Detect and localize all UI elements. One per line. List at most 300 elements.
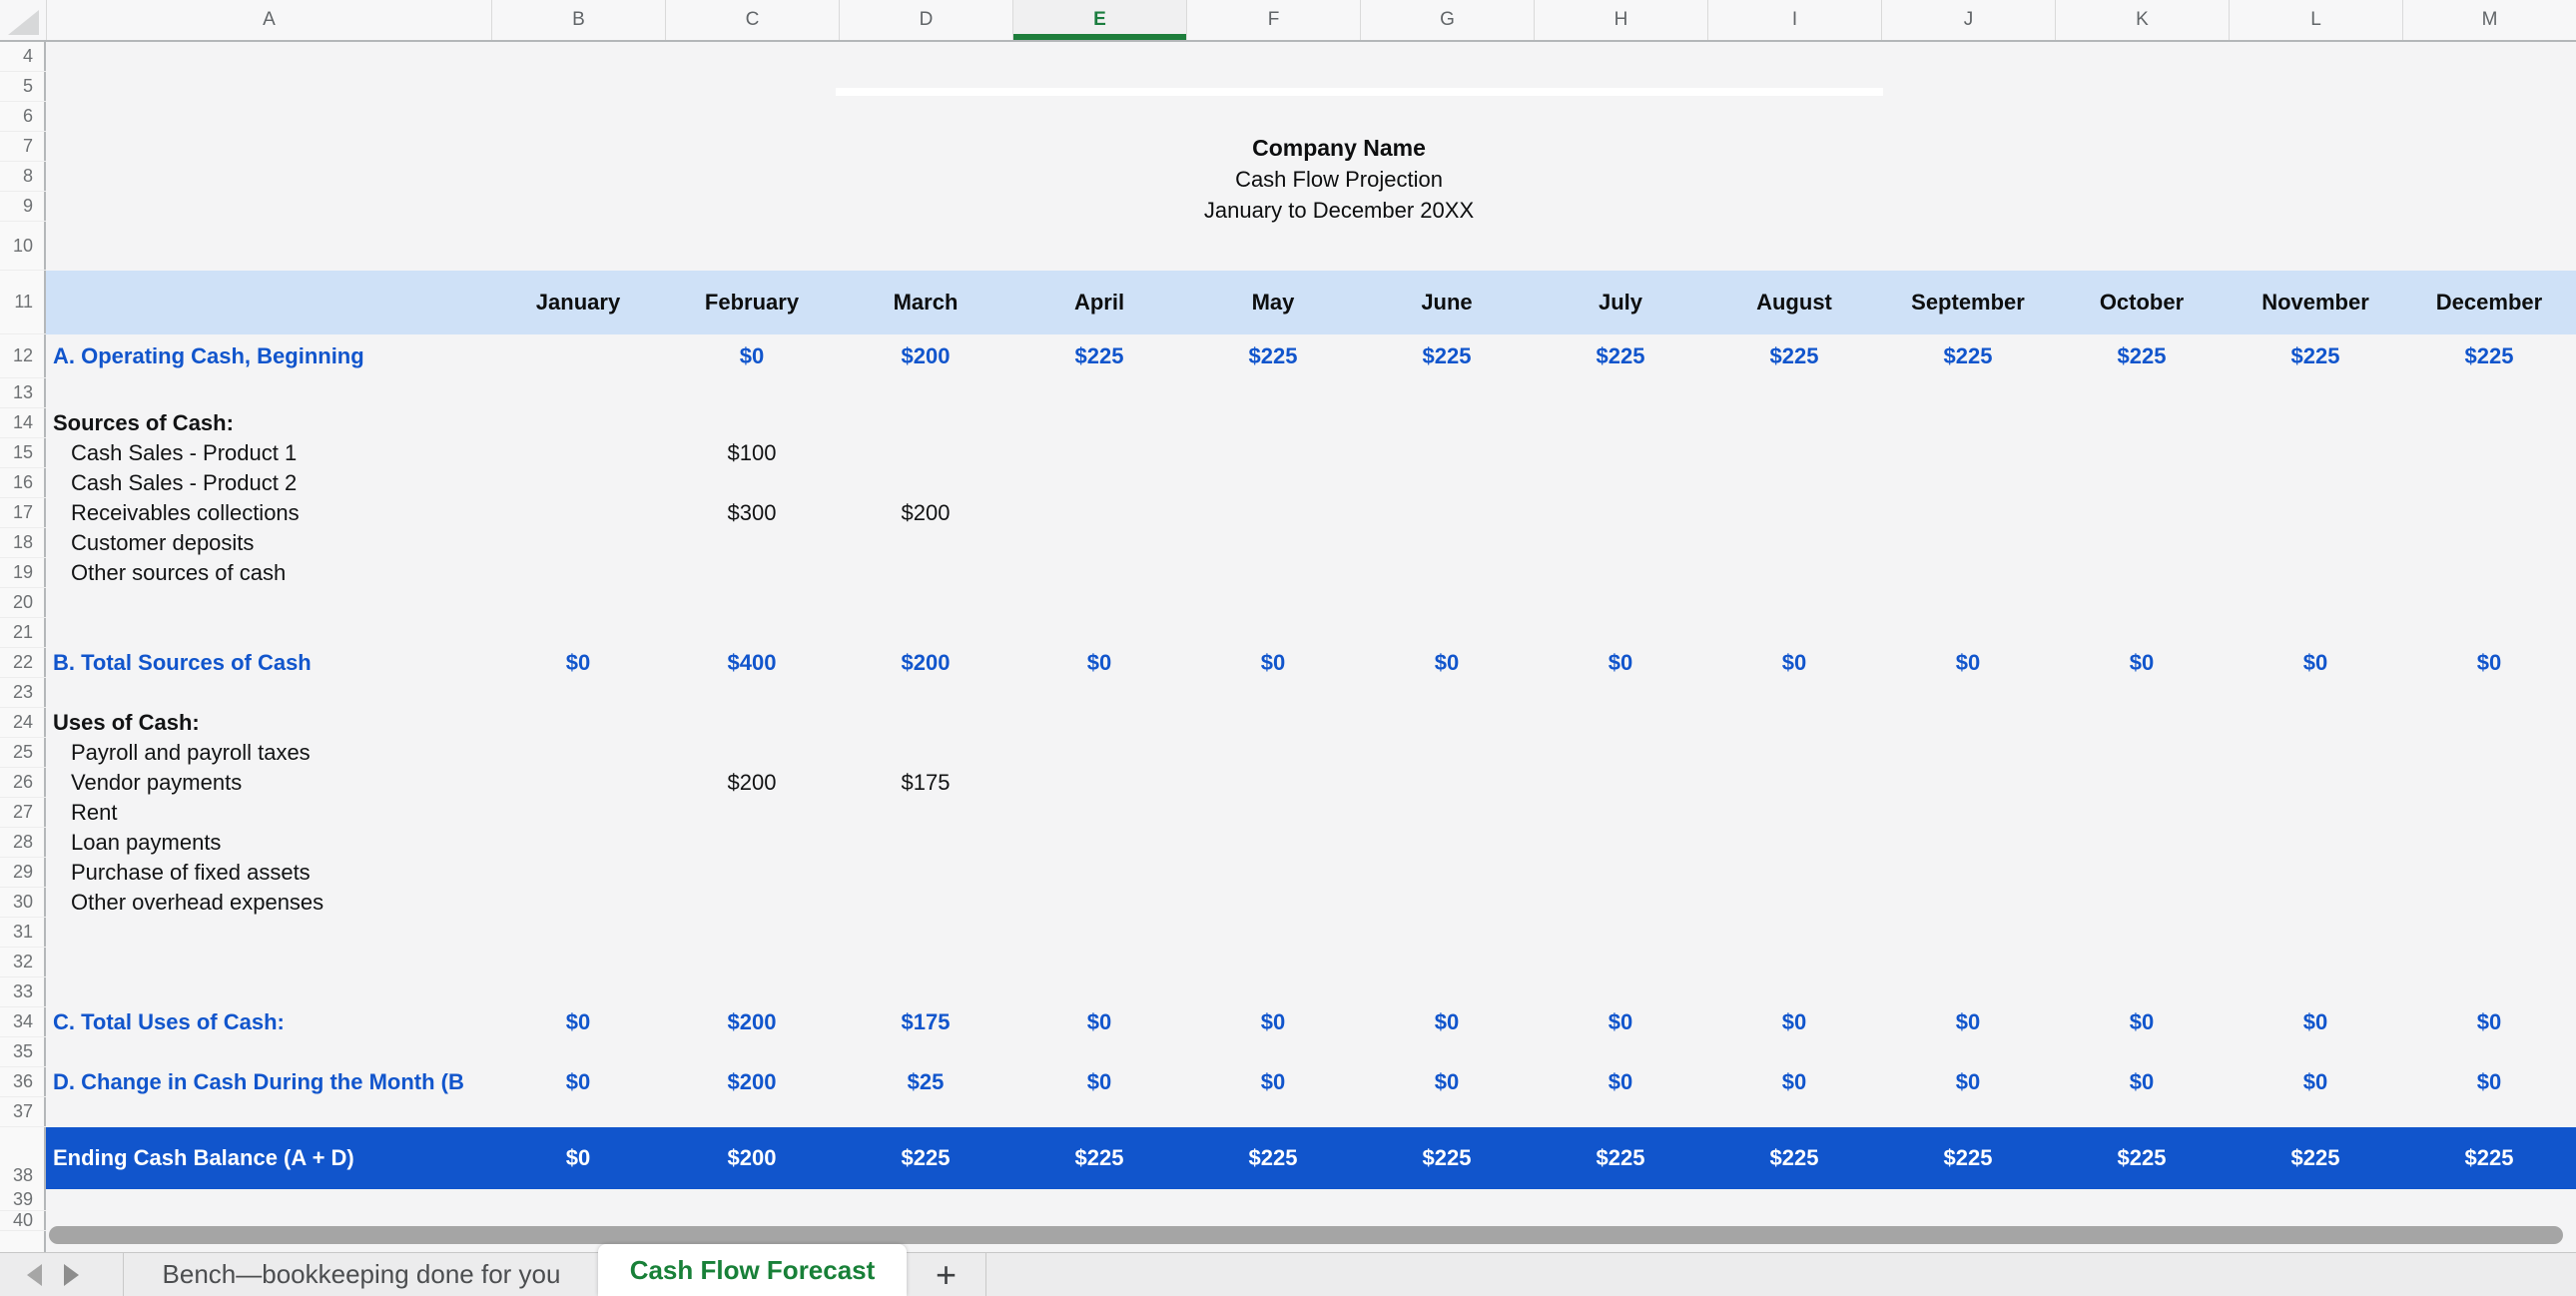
column-header-E[interactable]: E — [1012, 0, 1186, 40]
cell-K20[interactable] — [2055, 588, 2229, 618]
cell-I34[interactable]: $0 — [1781, 1009, 1807, 1034]
row-number-33[interactable]: 33 — [0, 977, 46, 1007]
cell-J38[interactable]: $225 — [1943, 1145, 1993, 1170]
cell-C17[interactable]: $300 — [727, 500, 777, 525]
cell-F37[interactable] — [1186, 1097, 1360, 1127]
cell-A19[interactable]: Other sources of cash — [71, 560, 287, 585]
cell-B17[interactable] — [491, 498, 665, 528]
column-header-K[interactable]: K — [2055, 0, 2229, 40]
cell-C11[interactable]: February — [704, 290, 800, 315]
column-header-J[interactable]: J — [1881, 0, 2055, 40]
cell-K11[interactable]: October — [2099, 290, 2185, 315]
cell-A30[interactable]: Other overhead expenses — [71, 890, 324, 915]
cell-D24[interactable] — [839, 708, 1012, 738]
cell-F33[interactable] — [1186, 977, 1360, 1007]
cell-F15[interactable] — [1186, 438, 1360, 468]
cell-B28[interactable] — [491, 828, 665, 858]
cell-C24[interactable] — [665, 708, 839, 738]
cell-F12[interactable]: $225 — [1248, 343, 1298, 368]
cell-M34[interactable]: $0 — [2476, 1009, 2502, 1034]
cell-H19[interactable] — [1534, 558, 1707, 588]
cell-D5[interactable] — [839, 72, 1012, 102]
row-number-18[interactable]: 18 — [0, 528, 46, 558]
row-number-36[interactable]: 36 — [0, 1067, 46, 1097]
cell-H9[interactable] — [1534, 192, 1707, 222]
row-number-26[interactable]: 26 — [0, 768, 46, 798]
cell-K30[interactable] — [2055, 888, 2229, 918]
cell-K9[interactable] — [2055, 192, 2229, 222]
cell-D12[interactable]: $200 — [901, 343, 951, 368]
cell-K36[interactable]: $0 — [2129, 1069, 2155, 1094]
cell-G28[interactable] — [1360, 828, 1534, 858]
cell-M30[interactable] — [2402, 888, 2576, 918]
row-number-32[interactable]: 32 — [0, 948, 46, 977]
cell-L30[interactable] — [2229, 888, 2402, 918]
cell-J36[interactable]: $0 — [1955, 1069, 1981, 1094]
cell-I19[interactable] — [1707, 558, 1881, 588]
cell-B26[interactable] — [491, 768, 665, 798]
cell-F8[interactable] — [1186, 162, 1360, 192]
cell-E29[interactable] — [1012, 858, 1186, 888]
cell-K25[interactable] — [2055, 738, 2229, 768]
cell-L12[interactable]: $225 — [2290, 343, 2340, 368]
row-number-38[interactable]: 38 — [12, 1165, 33, 1185]
cell-C13[interactable] — [665, 378, 839, 408]
cell-C37[interactable] — [665, 1097, 839, 1127]
cell-C26[interactable]: $200 — [727, 770, 777, 795]
cell-E20[interactable] — [1012, 588, 1186, 618]
row-number-4[interactable]: 4 — [0, 42, 46, 72]
cell-D17[interactable]: $200 — [901, 500, 951, 525]
cell-K26[interactable] — [2055, 768, 2229, 798]
cell-J15[interactable] — [1881, 438, 2055, 468]
cell-A23[interactable] — [46, 678, 491, 708]
cell-A24[interactable]: Uses of Cash: — [53, 710, 200, 735]
cell-M11[interactable]: December — [2435, 290, 2543, 315]
cell-C7[interactable] — [665, 132, 839, 162]
cell-B22[interactable]: $0 — [565, 650, 591, 675]
cell-H24[interactable] — [1534, 708, 1707, 738]
cell-B13[interactable] — [491, 378, 665, 408]
column-header-G[interactable]: G — [1360, 0, 1534, 40]
cell-L6[interactable] — [2229, 102, 2402, 132]
cell-F25[interactable] — [1186, 738, 1360, 768]
cell-M39[interactable] — [2402, 1189, 2576, 1211]
cell-F17[interactable] — [1186, 498, 1360, 528]
cell-G18[interactable] — [1360, 528, 1534, 558]
cell-L35[interactable] — [2229, 1037, 2402, 1067]
cell-A12[interactable]: A. Operating Cash, Beginning — [53, 343, 364, 368]
cell-D30[interactable] — [839, 888, 1012, 918]
cell-M33[interactable] — [2402, 977, 2576, 1007]
cell-C30[interactable] — [665, 888, 839, 918]
cell-A36[interactable]: D. Change in Cash During the Month (B — [53, 1069, 464, 1094]
cell-A34[interactable]: C. Total Uses of Cash: — [53, 1009, 285, 1034]
row-number-23[interactable]: 23 — [0, 678, 46, 708]
cell-I8[interactable] — [1707, 162, 1881, 192]
cell-F28[interactable] — [1186, 828, 1360, 858]
cell-E16[interactable] — [1012, 468, 1186, 498]
cell-D9[interactable] — [839, 192, 1012, 222]
column-header-H[interactable]: H — [1534, 0, 1707, 40]
cell-B16[interactable] — [491, 468, 665, 498]
cell-F11[interactable]: May — [1251, 290, 1295, 315]
cell-H16[interactable] — [1534, 468, 1707, 498]
row-number-11[interactable]: 11 — [0, 271, 46, 334]
cell-F38[interactable]: $225 — [1248, 1145, 1298, 1170]
cell-D32[interactable] — [839, 948, 1012, 977]
cell-H28[interactable] — [1534, 828, 1707, 858]
cell-A4[interactable] — [46, 42, 491, 72]
cell-M38[interactable]: $225 — [2464, 1145, 2514, 1170]
cell-L17[interactable] — [2229, 498, 2402, 528]
cell-A33[interactable] — [46, 977, 491, 1007]
row-number-14[interactable]: 14 — [0, 408, 46, 438]
cell-B29[interactable] — [491, 858, 665, 888]
cell-C38[interactable]: $200 — [727, 1145, 777, 1170]
cell-A37[interactable] — [46, 1097, 491, 1127]
cell-E39[interactable] — [1012, 1189, 1186, 1211]
cell-A9[interactable] — [46, 192, 491, 222]
cell-L20[interactable] — [2229, 588, 2402, 618]
cell-M7[interactable] — [2402, 132, 2576, 162]
cell-M29[interactable] — [2402, 858, 2576, 888]
cell-H32[interactable] — [1534, 948, 1707, 977]
cell-C19[interactable] — [665, 558, 839, 588]
cell-L8[interactable] — [2229, 162, 2402, 192]
cell-M21[interactable] — [2402, 618, 2576, 648]
tab-bench-bookkeeping[interactable] — [125, 1253, 598, 1296]
cell-H33[interactable] — [1534, 977, 1707, 1007]
cell-G6[interactable] — [1360, 102, 1534, 132]
scroll-tabs-left-icon[interactable] — [27, 1264, 42, 1286]
cell-J9[interactable] — [1881, 192, 2055, 222]
cell-E37[interactable] — [1012, 1097, 1186, 1127]
cell-M27[interactable] — [2402, 798, 2576, 828]
cell-D13[interactable] — [839, 378, 1012, 408]
cell-C27[interactable] — [665, 798, 839, 828]
cell-C14[interactable] — [665, 408, 839, 438]
cell-A22[interactable]: B. Total Sources of Cash — [53, 650, 312, 675]
cell-K21[interactable] — [2055, 618, 2229, 648]
cell-D25[interactable] — [839, 738, 1012, 768]
cell-B34[interactable]: $0 — [565, 1009, 591, 1034]
cell-J39[interactable] — [1881, 1189, 2055, 1211]
cell-K31[interactable] — [2055, 918, 2229, 948]
cell-H6[interactable] — [1534, 102, 1707, 132]
cell-B12[interactable] — [491, 334, 665, 378]
cell-B39[interactable] — [491, 1189, 665, 1211]
cell-K37[interactable] — [2055, 1097, 2229, 1127]
cell-C32[interactable] — [665, 948, 839, 977]
cell-L26[interactable] — [2229, 768, 2402, 798]
cell-M26[interactable] — [2402, 768, 2576, 798]
cell-J14[interactable] — [1881, 408, 2055, 438]
cell-G5[interactable] — [1360, 72, 1534, 102]
cell-H7[interactable] — [1534, 132, 1707, 162]
cell-F36[interactable]: $0 — [1260, 1069, 1286, 1094]
cell-K22[interactable]: $0 — [2129, 650, 2155, 675]
cell-L33[interactable] — [2229, 977, 2402, 1007]
cell-D39[interactable] — [839, 1189, 1012, 1211]
cell-E38[interactable]: $225 — [1074, 1145, 1124, 1170]
cell-K34[interactable]: $0 — [2129, 1009, 2155, 1034]
row-number-16[interactable]: 16 — [0, 468, 46, 498]
cell-J30[interactable] — [1881, 888, 2055, 918]
cell-L19[interactable] — [2229, 558, 2402, 588]
cell-J10[interactable] — [1881, 222, 2055, 271]
row-number-7[interactable]: 7 — [0, 132, 46, 162]
cell-J12[interactable]: $225 — [1943, 343, 1993, 368]
cell-L13[interactable] — [2229, 378, 2402, 408]
cell-A32[interactable] — [46, 948, 491, 977]
cell-A31[interactable] — [46, 918, 491, 948]
row-number-30[interactable]: 30 — [0, 888, 46, 918]
cell-M35[interactable] — [2402, 1037, 2576, 1067]
cell-E35[interactable] — [1012, 1037, 1186, 1067]
column-header-C[interactable]: C — [665, 0, 839, 40]
cell-D36[interactable]: $25 — [907, 1069, 945, 1094]
row-number-39[interactable]: 39 — [0, 1189, 46, 1211]
cell-H15[interactable] — [1534, 438, 1707, 468]
cell-I6[interactable] — [1707, 102, 1881, 132]
cell-A27[interactable]: Rent — [71, 800, 118, 825]
cell-L11[interactable]: November — [2261, 290, 2369, 315]
cell-M8[interactable] — [2402, 162, 2576, 192]
cell-G22[interactable]: $0 — [1434, 650, 1460, 675]
cell-D14[interactable] — [839, 408, 1012, 438]
cell-A10[interactable] — [46, 222, 491, 271]
cell-H31[interactable] — [1534, 918, 1707, 948]
cell-D7[interactable] — [839, 132, 1012, 162]
cell-L28[interactable] — [2229, 828, 2402, 858]
cell-H36[interactable]: $0 — [1608, 1069, 1633, 1094]
cell-B5[interactable] — [491, 72, 665, 102]
cell-I16[interactable] — [1707, 468, 1881, 498]
cell-G4[interactable] — [1360, 42, 1534, 72]
cell-D27[interactable] — [839, 798, 1012, 828]
cell-G10[interactable] — [1360, 222, 1534, 271]
cell-J13[interactable] — [1881, 378, 2055, 408]
cell-E13[interactable] — [1012, 378, 1186, 408]
cell-I10[interactable] — [1707, 222, 1881, 271]
cell-I39[interactable] — [1707, 1189, 1881, 1211]
cell-I35[interactable] — [1707, 1037, 1881, 1067]
cell-I4[interactable] — [1707, 42, 1881, 72]
cell-F31[interactable] — [1186, 918, 1360, 948]
cell-K4[interactable] — [2055, 42, 2229, 72]
cell-F6[interactable] — [1186, 102, 1360, 132]
cell-K10[interactable] — [2055, 222, 2229, 271]
cell-J11[interactable]: September — [1911, 290, 2025, 315]
cell-J16[interactable] — [1881, 468, 2055, 498]
cell-A6[interactable] — [46, 102, 491, 132]
cell-I7[interactable] — [1707, 132, 1881, 162]
cell-F18[interactable] — [1186, 528, 1360, 558]
cell-E33[interactable] — [1012, 977, 1186, 1007]
cell-F29[interactable] — [1186, 858, 1360, 888]
cell-J34[interactable]: $0 — [1955, 1009, 1981, 1034]
cell-C31[interactable] — [665, 918, 839, 948]
cell-C6[interactable] — [665, 102, 839, 132]
cell-D15[interactable] — [839, 438, 1012, 468]
cell-D20[interactable] — [839, 588, 1012, 618]
cell-I15[interactable] — [1707, 438, 1881, 468]
cell-F16[interactable] — [1186, 468, 1360, 498]
cell-H25[interactable] — [1534, 738, 1707, 768]
horizontal-scrollbar[interactable] — [49, 1226, 2563, 1244]
cell-B11[interactable]: January — [535, 290, 621, 315]
cell-G21[interactable] — [1360, 618, 1534, 648]
cell-G15[interactable] — [1360, 438, 1534, 468]
cell-F21[interactable] — [1186, 618, 1360, 648]
cell-J28[interactable] — [1881, 828, 2055, 858]
cell-H29[interactable] — [1534, 858, 1707, 888]
cell-L5[interactable] — [2229, 72, 2402, 102]
cell-J4[interactable] — [1881, 42, 2055, 72]
cell-G38[interactable]: $225 — [1422, 1145, 1472, 1170]
cell-A25[interactable]: Payroll and payroll taxes — [71, 740, 311, 765]
cell-B19[interactable] — [491, 558, 665, 588]
cell-A39[interactable] — [46, 1189, 491, 1211]
cell-J32[interactable] — [1881, 948, 2055, 977]
cell-J7[interactable] — [1881, 132, 2055, 162]
row-number-19[interactable]: 19 — [0, 558, 46, 588]
cell-D28[interactable] — [839, 828, 1012, 858]
cell-I25[interactable] — [1707, 738, 1881, 768]
cell-C10[interactable] — [665, 222, 839, 271]
cell-G23[interactable] — [1360, 678, 1534, 708]
column-header-I[interactable]: I — [1707, 0, 1881, 40]
cell-H5[interactable] — [1534, 72, 1707, 102]
cell-G33[interactable] — [1360, 977, 1534, 1007]
cell-K17[interactable] — [2055, 498, 2229, 528]
cell-A13[interactable] — [46, 378, 491, 408]
cell-B30[interactable] — [491, 888, 665, 918]
row-number-28[interactable]: 28 — [0, 828, 46, 858]
cell-J37[interactable] — [1881, 1097, 2055, 1127]
cell-L34[interactable]: $0 — [2302, 1009, 2328, 1034]
cell-J35[interactable] — [1881, 1037, 2055, 1067]
cell-G25[interactable] — [1360, 738, 1534, 768]
cell-A18[interactable]: Customer deposits — [71, 530, 255, 555]
cell-B6[interactable] — [491, 102, 665, 132]
cell-G32[interactable] — [1360, 948, 1534, 977]
cell-A17[interactable]: Receivables collections — [71, 500, 300, 525]
cell-K28[interactable] — [2055, 828, 2229, 858]
cell-E25[interactable] — [1012, 738, 1186, 768]
row-number-35[interactable]: 35 — [0, 1037, 46, 1067]
cell-K24[interactable] — [2055, 708, 2229, 738]
cell-C12[interactable]: $0 — [739, 343, 765, 368]
row-number-13[interactable]: 13 — [0, 378, 46, 408]
cell-G9[interactable] — [1360, 192, 1534, 222]
cell-A21[interactable] — [46, 618, 491, 648]
cell-J19[interactable] — [1881, 558, 2055, 588]
cell-E12[interactable]: $225 — [1074, 343, 1124, 368]
cell-M15[interactable] — [2402, 438, 2576, 468]
cell-E14[interactable] — [1012, 408, 1186, 438]
cell-H10[interactable] — [1534, 222, 1707, 271]
cell-M23[interactable] — [2402, 678, 2576, 708]
cell-L37[interactable] — [2229, 1097, 2402, 1127]
cell-F9[interactable] — [1186, 192, 1360, 222]
cell-J6[interactable] — [1881, 102, 2055, 132]
row-number-15[interactable]: 15 — [0, 438, 46, 468]
cell-C28[interactable] — [665, 828, 839, 858]
cell-E30[interactable] — [1012, 888, 1186, 918]
column-header-L[interactable]: L — [2229, 0, 2402, 40]
cell-F23[interactable] — [1186, 678, 1360, 708]
cell-H18[interactable] — [1534, 528, 1707, 558]
cell-G19[interactable] — [1360, 558, 1534, 588]
cell-I9[interactable] — [1707, 192, 1881, 222]
cell-C29[interactable] — [665, 858, 839, 888]
cell-J33[interactable] — [1881, 977, 2055, 1007]
cell-I22[interactable]: $0 — [1781, 650, 1807, 675]
row-number-9[interactable]: 9 — [0, 192, 46, 222]
cell-L18[interactable] — [2229, 528, 2402, 558]
cell-M22[interactable]: $0 — [2476, 650, 2502, 675]
cell-E28[interactable] — [1012, 828, 1186, 858]
cell-E17[interactable] — [1012, 498, 1186, 528]
cell-E27[interactable] — [1012, 798, 1186, 828]
cell-J31[interactable] — [1881, 918, 2055, 948]
cell-F26[interactable] — [1186, 768, 1360, 798]
cell-G8[interactable] — [1360, 162, 1534, 192]
cell-L15[interactable] — [2229, 438, 2402, 468]
cell-L9[interactable] — [2229, 192, 2402, 222]
cell-I26[interactable] — [1707, 768, 1881, 798]
cell-A26[interactable]: Vendor payments — [71, 770, 243, 795]
cell-B10[interactable] — [491, 222, 665, 271]
cell-J27[interactable] — [1881, 798, 2055, 828]
cell-A35[interactable] — [46, 1037, 491, 1067]
cell-B4[interactable] — [491, 42, 665, 72]
column-header-M[interactable]: M — [2402, 0, 2576, 40]
cell-K35[interactable] — [2055, 1037, 2229, 1067]
cell-L23[interactable] — [2229, 678, 2402, 708]
row-number-22[interactable]: 22 — [0, 648, 46, 678]
cell-H26[interactable] — [1534, 768, 1707, 798]
cell-J24[interactable] — [1881, 708, 2055, 738]
cell-M9[interactable] — [2402, 192, 2576, 222]
cell-F5[interactable] — [1186, 72, 1360, 102]
cell-I27[interactable] — [1707, 798, 1881, 828]
cell-C9[interactable] — [665, 192, 839, 222]
cell-G16[interactable] — [1360, 468, 1534, 498]
cell-B38[interactable]: $0 — [565, 1145, 591, 1170]
cell-C22[interactable]: $400 — [727, 650, 777, 675]
cell-D23[interactable] — [839, 678, 1012, 708]
cell-A8[interactable] — [46, 162, 491, 192]
cell-E5[interactable] — [1012, 72, 1186, 102]
cell-L25[interactable] — [2229, 738, 2402, 768]
cell-H20[interactable] — [1534, 588, 1707, 618]
cell-E10[interactable] — [1012, 222, 1186, 271]
cell-D6[interactable] — [839, 102, 1012, 132]
cell-G36[interactable]: $0 — [1434, 1069, 1460, 1094]
row-number-25[interactable]: 25 — [0, 738, 46, 768]
cell-F24[interactable] — [1186, 708, 1360, 738]
cell-J8[interactable] — [1881, 162, 2055, 192]
cell-L31[interactable] — [2229, 918, 2402, 948]
cell-D26[interactable]: $175 — [901, 770, 951, 795]
cell-D10[interactable] — [839, 222, 1012, 271]
cell-B21[interactable] — [491, 618, 665, 648]
cell-I24[interactable] — [1707, 708, 1881, 738]
cell-E9[interactable] — [1012, 192, 1186, 222]
